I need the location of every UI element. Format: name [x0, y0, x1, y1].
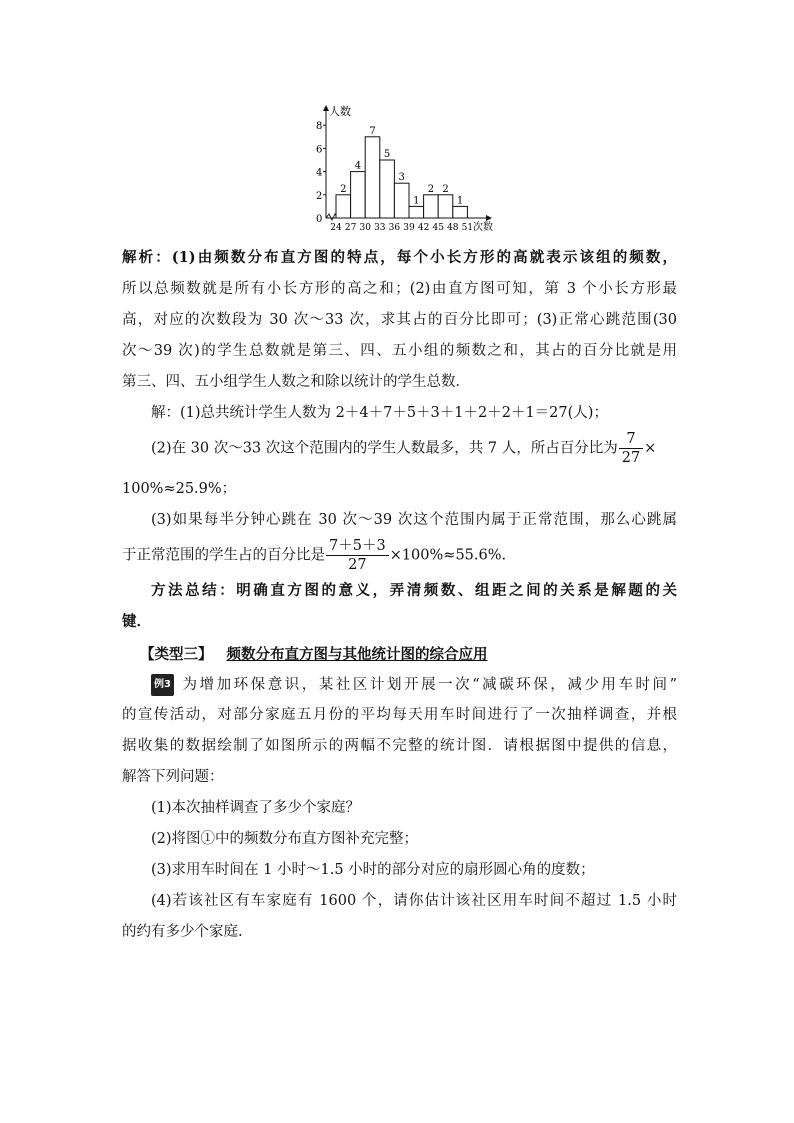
bar-value-label: 2 [340, 183, 347, 195]
method-line-1: 方法总结：明确直方图的意义，弄清频数、组距之间的关系是解题的关 [151, 582, 677, 599]
histogram-bar [380, 160, 395, 218]
frequency-histogram [308, 100, 518, 235]
x-axis-arrow [486, 215, 492, 221]
histogram-bar [336, 195, 351, 218]
x-tick-label: 42 [417, 223, 430, 233]
histogram-bar [424, 195, 439, 218]
solution-line-3: (3)如果每半分钟心跳在 30 次～39 次这个范围内属于正常范围，那么心跳属 [151, 512, 677, 528]
x-tick-label: 36 [388, 223, 401, 233]
fraction-denominator: 27 [621, 450, 641, 466]
solution-line-2 [151, 430, 677, 467]
bar-value-label: 1 [456, 195, 464, 207]
type-3-heading [140, 643, 488, 664]
histogram-bar [394, 183, 409, 218]
bar-value-label: 5 [383, 149, 391, 160]
example-3-line-3: 据收集的数据绘制了如图所示的两幅不完整的统计图．请根据图中提供的信息， [122, 738, 677, 754]
x-tick-label: 30 [359, 223, 371, 233]
question-3: (3)求用车时间在 1 小时～1.5 小时的部分对应的扇形圆心角的度数； [151, 862, 595, 878]
fraction-numerator: 7＋5＋3 [326, 537, 389, 556]
analysis-line-4: 次～39 次)的学生总数就是第三、四、五小组的频数之和，其占的百分比就是用 [122, 343, 677, 359]
fraction-numerator: 7 [619, 430, 643, 449]
example-3-text: 为增加环保意识，某社区计划开展一次“减碳环保，减少用车时间” [179, 677, 677, 693]
example-3-line-1 [151, 674, 677, 696]
solution-line-1: 解：(1)总共统计学生人数为 2＋4＋7＋5＋3＋1＋2＋2＋1＝27(人)； [151, 405, 608, 421]
histogram-bar [438, 195, 453, 218]
x-tick-label: 27 [344, 223, 357, 233]
x-tick-label: 45 [432, 223, 444, 233]
histogram-bar [351, 172, 366, 218]
analysis-line-1: 解析：(1)由频数分布直方图的特点，每个小长方形的高就表示该组的频数， [122, 249, 677, 266]
y-tick-label: 4 [316, 167, 323, 179]
solution-line-3b [122, 537, 677, 574]
example-3-line-2: 的宣传活动，对部分家庭五月份的平均每天用车时间进行了一次抽样调查，并根 [122, 707, 677, 723]
example-badge: 例3 [151, 674, 174, 696]
y-axis-label: 人数 [329, 105, 351, 118]
question-1: (1)本次抽样调查了多少个家庭？ [151, 800, 361, 816]
x-tick-label: 51 [461, 223, 474, 233]
x-tick-label: 33 [374, 223, 386, 233]
y-tick-label: 8 [316, 121, 323, 133]
type-3-label: 【类型三】 [140, 646, 213, 663]
y-tick-label: 0 [316, 214, 323, 225]
solution-3-result: ×100%≈55.6%. [389, 547, 507, 564]
histogram-bar [365, 137, 380, 218]
x-tick-label: 24 [330, 223, 342, 233]
fraction-sum-27 [326, 537, 389, 574]
bar-value-label: 2 [427, 183, 435, 195]
analysis-line-3: 高，对应的次数段为 30 次～33 次，求其占的百分比即可；(3)正常心跳范围(30 [122, 312, 677, 328]
x-tick-label: 48 [447, 223, 459, 233]
x-tick-label: 39 [403, 223, 415, 233]
question-4b: 的约有多少个家庭. [122, 924, 243, 940]
times-sign: × [644, 440, 657, 457]
solution-3-text: 于正常范围的学生占的百分比是 [122, 547, 325, 564]
fraction-7-27 [619, 430, 643, 467]
bar-value-label: 7 [369, 125, 376, 137]
example-3-line-4: 解答下列问题： [122, 769, 224, 785]
fraction-denominator: 27 [348, 557, 367, 573]
type-3-title: 频数分布直方图与其他统计图的综合应用 [226, 646, 488, 663]
bar-value-label: 2 [442, 183, 449, 195]
question-4: (4)若该社区有车家庭有 1600 个，请你估计该社区用车时间不超过 1.5 小时 [151, 893, 677, 909]
bar-value-label: 3 [398, 172, 405, 184]
solution-line-2b: 100%≈25.9%； [122, 481, 237, 497]
analysis-line-5: 第三、四、五小组学生人数之和除以统计的学生总数． [122, 374, 470, 390]
solution-2-text: (2)在 30 次～33 次这个范围内的学生人数最多，共 7 人，所占百分比为 [151, 440, 618, 457]
question-2: (2)将图①中的频数分布直方图补充完整； [151, 831, 419, 847]
histogram-bar [409, 206, 424, 218]
analysis-line-2: 所以总频数就是所有小长方形的高之和；(2)由直方图可知，第 3 个小长方形最 [122, 281, 677, 297]
method-line-2: 键． [122, 613, 151, 630]
y-tick-label: 6 [316, 144, 323, 156]
y-tick-label: 2 [316, 190, 323, 202]
x-axis-label: 次数 [473, 222, 493, 233]
bar-value-label: 1 [413, 195, 420, 207]
histogram-bar [453, 206, 468, 218]
bar-value-label: 4 [354, 160, 362, 172]
